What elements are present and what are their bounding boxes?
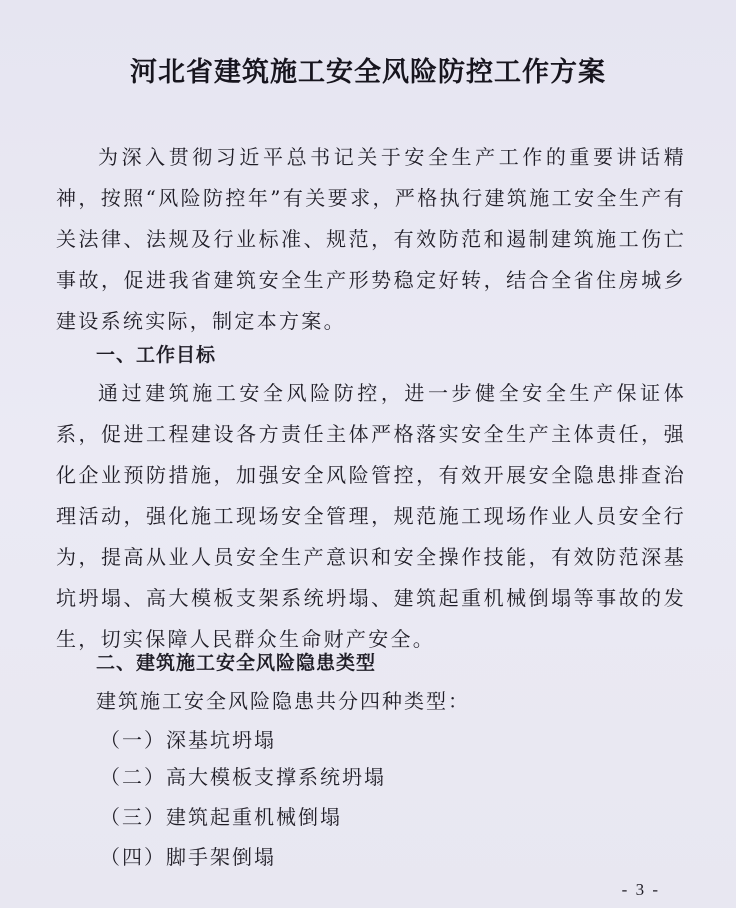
section-1-paragraph: 通过建筑施工安全风险防控，进一步健全安全生产保证体系，促进工程建设各方责任主体严格落实安全生产主体责任，强化企业预防措施，加强安全风险管控，有效开展安全隐患排查治理活动，强化施工现场安全管理，规范施工现场作业人员安全行为，提高从业人员安全生产意识和安全操作技能，有效防范深基坑坍塌、高大模板支架系统坍塌、建筑起重机械倒塌等事故的发生，切实保障人民群众生命财产安全。 [56,381,686,651]
intro-paragraph: 为深入贯彻习近平总书记关于安全生产工作的重要讲话精神，按照“风险防控年”有关要求，严格执行建筑施工安全生产有关法律、法规及行业标准、规范，有效防范和遏制建筑施工伤亡事故，促进我省建筑安全生产形势稳定好转，结合全省住房城乡建设系统实际，制定本方案。 [56,145,686,333]
page-number: - 3 - [621,880,660,899]
type-item-3: （三）建筑起重机械倒塌 [100,805,342,829]
section-2-intro: 建筑施工安全风险隐患共分四种类型： [96,689,470,713]
section-2-heading: 二、建筑施工安全风险隐患类型 [96,652,377,674]
document-title: 河北省建筑施工安全风险防控工作方案 [130,57,606,88]
type-item-2: （二）高大模板支撑系统坍塌 [100,765,386,789]
type-item-1: （一）深基坑坍塌 [100,728,276,752]
type-item-4: （四）脚手架倒塌 [100,845,276,869]
section-1-heading: 一、工作目标 [96,344,217,366]
